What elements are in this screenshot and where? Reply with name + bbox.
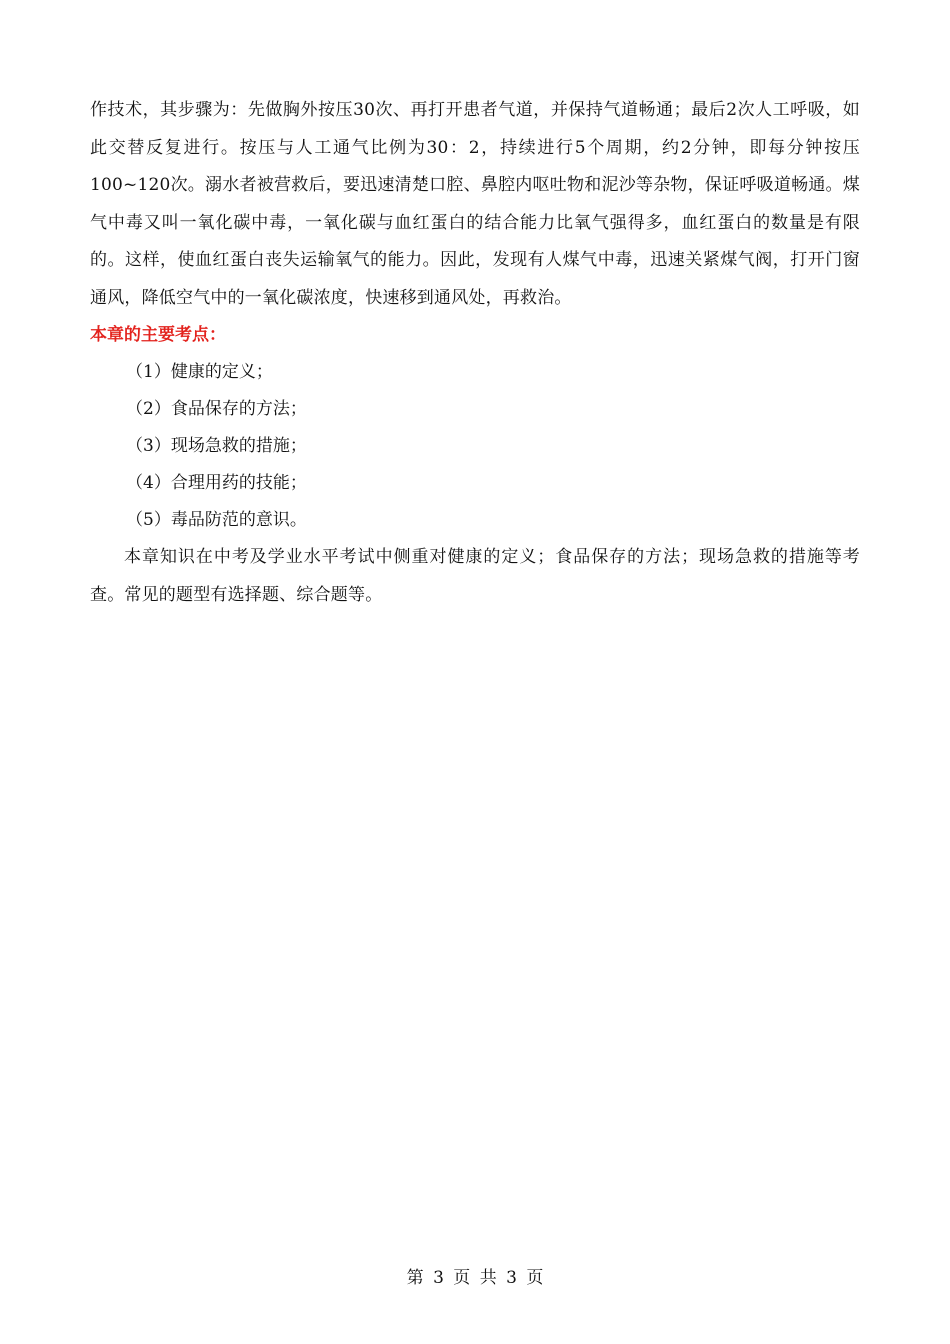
key-points-heading: 本章的主要考点： bbox=[90, 325, 226, 345]
page-number-footer: 第 3 页 共 3 页 bbox=[406, 1268, 544, 1288]
document-page bbox=[90, 92, 860, 614]
key-point-item: （3）现场急救的措施； bbox=[126, 436, 307, 456]
body-paragraph-first-aid: 作技术，其步骤为：先做胸外按压30次、再打开患者气道，并保持气道畅通；最后2次人工呼吸，如此交替反复进行。按压与人工通气比例为30：2，持续进行5个周期，约2分钟，即每分钟按压100~120次。溺水者被营救后，要迅速清楚口腔、鼻腔内呕吐物和泥沙等杂物，保证呼吸道畅通。煤气中毒又叫一氧化碳中毒，一氧化碳与血红蛋白的结合能力比氧气强得多，血红蛋白的数量是有限的。这样，使血红蛋白丧失运输氧气的能力。因此，发现有人煤气中毒，迅速关紧煤气阀，打开门窗通风，降低空气中的一氧化碳浓度，快速移到通风处，再救治。 bbox=[90, 100, 860, 308]
body-paragraph-exam-summary: 本章知识在中考及学业水平考试中侧重对健康的定义；食品保存的方法；现场急救的措施等考查。常见的题型有选择题、综合题等。 bbox=[90, 547, 860, 605]
key-points-list bbox=[90, 354, 860, 539]
key-point-item: （4）合理用药的技能； bbox=[126, 473, 307, 493]
key-point-item: （5）毒品防范的意识。 bbox=[126, 510, 307, 530]
key-point-item: （2）食品保存的方法； bbox=[126, 399, 307, 419]
key-point-item: （1）健康的定义； bbox=[126, 362, 273, 382]
